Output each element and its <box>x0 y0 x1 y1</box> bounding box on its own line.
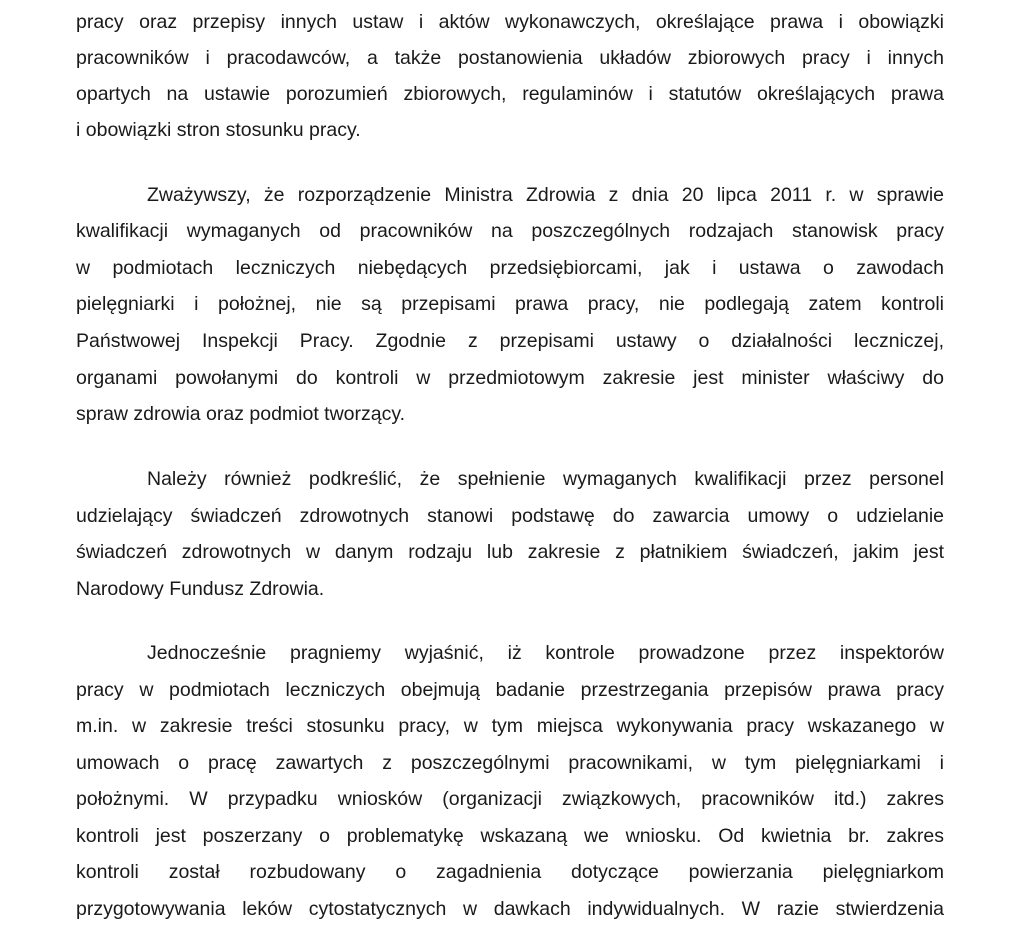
paragraph-4-line-8: przygotowywania leków cytostatycznych w dawkach indywidualnych. W razie stwierdzenia <box>76 898 944 920</box>
paragraph-2-line-1: Zważywszy, że rozporządzenie Ministra Zdrowia z dnia 20 lipca 2011 r. w sprawie <box>147 184 944 206</box>
paragraph-2-line-6: organami powołanymi do kontroli w przedmiotowym zakresie jest minister właściwy do <box>76 367 944 389</box>
paragraph-4-line-6: kontroli jest poszerzany o problematykę wskazaną we wniosku. Od kwietnia br. zakres <box>76 825 944 847</box>
paragraph-3-line-2: udzielający świadczeń zdrowotnych stanowi podstawę do zawarcia umowy o udzielanie <box>76 505 944 527</box>
paragraph-2-line-5: Państwowej Inspekcji Pracy. Zgodnie z przepisami ustawy o działalności leczniczej, <box>76 330 944 352</box>
paragraph-4-line-5: położnymi. W przypadku wniosków (organizacji związkowych, pracowników itd.) zakres <box>76 788 944 810</box>
paragraph-2-line-3: w podmiotach leczniczych niebędących przedsiębiorcami, jak i ustawa o zawodach <box>76 257 944 279</box>
paragraph-4-line-1: Jednocześnie pragniemy wyjaśnić, iż kontrole prowadzone przez inspektorów <box>147 642 944 664</box>
paragraph-2-line-7: spraw zdrowia oraz podmiot tworzący. <box>76 403 406 425</box>
paragraph-1-line-3: opartych na ustawie porozumień zbiorowych, regulaminów i statutów określających prawa <box>76 83 944 105</box>
paragraph-4-line-2: pracy w podmiotach leczniczych obejmują badanie przestrzegania przepisów prawa pracy <box>76 679 944 701</box>
paragraph-3-line-1: Należy również podkreślić, że spełnienie wymaganych kwalifikacji przez personel <box>147 468 944 490</box>
paragraph-1-line-2: pracowników i pracodawców, a także postanowienia układów zbiorowych pracy i innych <box>76 47 944 69</box>
paragraph-1-line-1: pracy oraz przepisy innych ustaw i aktów wykonawczych, określające prawa i obowiązki <box>76 11 944 33</box>
paragraph-2-line-2: kwalifikacji wymaganych od pracowników na poszczególnych rodzajach stanowisk pracy <box>76 220 944 242</box>
paragraph-4-line-3: m.in. w zakresie treści stosunku pracy, w tym miejsca wykonywania pracy wskazanego w <box>76 715 944 737</box>
paragraph-1-line-4: i obowiązki stron stosunku pracy. <box>76 119 361 141</box>
paragraph-3-line-3: świadczeń zdrowotnych w danym rodzaju lub zakresie z płatnikiem świadczeń, jakim jest <box>76 541 944 563</box>
paragraph-4-line-4: umowach o pracę zawartych z poszczególnymi pracownikami, w tym pielęgniarkami i <box>76 752 944 774</box>
paragraph-4-line-7: kontroli został rozbudowany o zagadnienia dotyczące powierzania pielęgniarkom <box>76 861 944 883</box>
paragraph-3-line-4: Narodowy Fundusz Zdrowia. <box>76 578 325 600</box>
paragraph-2-line-4: pielęgniarki i położnej, nie są przepisami prawa pracy, nie podlegają zatem kontroli <box>76 293 944 315</box>
